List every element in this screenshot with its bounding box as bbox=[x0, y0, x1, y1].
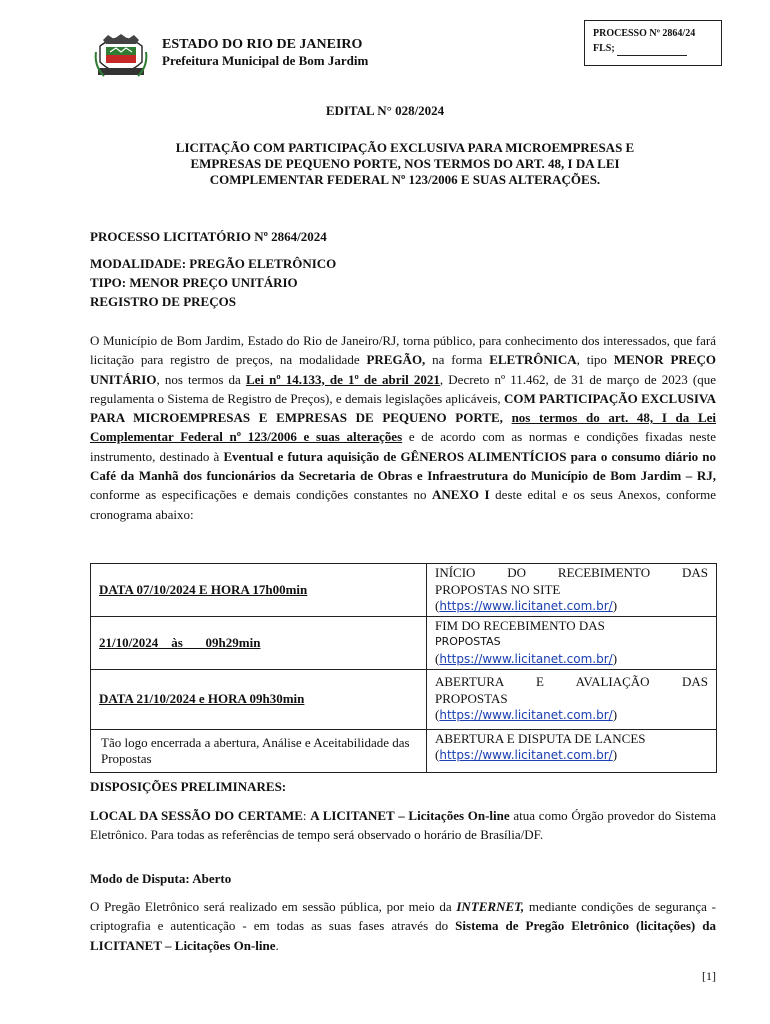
cronograma-date: 21/10/2024 às 09h29min bbox=[91, 616, 427, 669]
text-run-bold: MENOR PREÇO UNITÁRIO bbox=[90, 352, 716, 387]
event-link-line: (https://www.licitanet.com.br/) bbox=[435, 598, 618, 613]
text-run: deste edital e os seus Anexos, conforme cronograma abaixo: bbox=[90, 487, 716, 522]
event-link-line: (https://www.licitanet.com.br/) bbox=[435, 650, 618, 666]
cronograma-event bbox=[427, 729, 717, 772]
event-label: PROPOSTAS NO SITE bbox=[435, 581, 561, 597]
text-run: na forma bbox=[425, 352, 490, 368]
text-run: conforme as especificações e demais condições constantes no bbox=[90, 487, 433, 503]
page-number: [1] bbox=[702, 969, 716, 983]
edital-number: EDITAL N° 028/2024 bbox=[325, 103, 445, 118]
text-run: : bbox=[302, 808, 311, 823]
text-run-bold: PREGÃO, bbox=[366, 352, 426, 368]
event-label: ABERTURA E DISPUTA DE LANCES bbox=[435, 730, 646, 746]
anexo-i-reference: ANEXO I bbox=[432, 487, 490, 503]
municipal-seal-icon bbox=[94, 32, 148, 82]
text-run-bold: A LICITANET – Licitações On-line bbox=[310, 808, 510, 823]
disposicoes-heading: DISPOSIÇÕES PRELIMINARES: bbox=[90, 779, 287, 794]
processo-box-number: PROCESSO Nº 2864/24 bbox=[593, 28, 696, 39]
table-row bbox=[91, 616, 717, 669]
event-link-line: (https://www.licitanet.com.br/) bbox=[435, 707, 618, 723]
pregao-paragraph bbox=[90, 897, 716, 955]
text-run-bold: LOCAL DA SESSÃO DO CERTAME bbox=[90, 808, 303, 823]
processo-box-fls bbox=[593, 41, 713, 56]
licitanet-link[interactable]: https://www.licitanet.com.br/ bbox=[439, 651, 613, 666]
text-run: , Decreto nº 11.462, de 31 de março de 2023 (que regulamenta o Sistema de Registro de Preços), e demais legislações aplicáveis, bbox=[90, 371, 716, 406]
cronograma-event bbox=[427, 616, 717, 669]
table-row bbox=[91, 669, 717, 729]
text-run-bold: Eventual e futura aquisição de GÊNEROS ALIMENTÍCIOS para o consumo diário no Café da Manhã dos funcionários da Secretaria de Obras e Infraestrutura do Município de Bom Jardim – RJ, bbox=[90, 448, 716, 484]
text-run: , nos termos da bbox=[156, 371, 246, 387]
processo-licitatorio: PROCESSO LICITATÓRIO Nº 2864/2024 bbox=[90, 229, 327, 244]
text-run-bold: COM PARTICIPAÇÃO EXCLUSIVA PARA MICROEMPRESAS E EMPRESAS DE PEQUENO PORTE, bbox=[90, 390, 716, 426]
text-run: mediante condições de segurança - criptografia e autenticação - em todas as suas fases através do bbox=[90, 899, 716, 934]
subtitle-line: COMPLEMENTAR FEDERAL Nº 123/2006 E SUAS ALTERAÇÕES. bbox=[209, 172, 601, 187]
fls-label: FLS; bbox=[593, 43, 615, 54]
cronograma-date: DATA 07/10/2024 E HORA 17h00min bbox=[91, 564, 427, 617]
internet-term: INTERNET, bbox=[456, 899, 525, 914]
subtitle-line: LICITAÇÃO COM PARTICIPAÇÃO EXCLUSIVA PARA MICROEMPRESAS E bbox=[175, 140, 635, 155]
text-run bbox=[503, 410, 512, 425]
local-sessao-paragraph bbox=[90, 806, 716, 845]
cronograma-date: DATA 21/10/2024 e HORA 09h30min bbox=[91, 669, 427, 729]
event-label: ABERTURA E AVALIAÇÃO DAS bbox=[435, 674, 708, 690]
text-run: O Pregão Eletrônico será realizado em sessão pública, por meio da bbox=[90, 899, 457, 914]
licitanet-link[interactable]: https://www.licitanet.com.br/ bbox=[439, 708, 613, 723]
event-label: PROPOSTAS bbox=[435, 690, 508, 706]
event-label: INÍCIO DO RECEBIMENTO DAS bbox=[435, 565, 708, 580]
event-label: PROPOSTAS bbox=[435, 635, 501, 649]
table-row bbox=[91, 729, 717, 772]
lei-14133-reference: Lei nº 14.133, de 1º de abril 2021 bbox=[245, 371, 440, 387]
event-label: FIM DO RECEBIMENTO DAS bbox=[435, 617, 605, 633]
header-state: ESTADO DO RIO DE JANEIRO bbox=[162, 37, 363, 52]
table-row bbox=[91, 564, 717, 617]
lc-123-reference: nos termos do art. 48, I da Lei Complementar Federal nº 123/2006 e suas alterações bbox=[90, 410, 717, 445]
header-prefeitura: Prefeitura Municipal de Bom Jardim bbox=[162, 53, 369, 68]
modalidade: MODALIDADE: PREGÃO ELETRÔNICO bbox=[90, 256, 337, 271]
cronograma-event bbox=[427, 564, 717, 617]
text-run: atua como Órgão provedor do Sistema Eletrônico. Para todas as referências de tempo será observado o horário de Brasília/DF. bbox=[90, 808, 716, 843]
text-run-bold: ELETRÔNICA bbox=[489, 352, 577, 368]
licitanet-link[interactable]: https://www.licitanet.com.br/ bbox=[439, 748, 613, 762]
tipo: TIPO: MENOR PREÇO UNITÁRIO bbox=[90, 275, 298, 290]
text-run: e de acordo com as normas e condições fixadas neste instrumento, destinado à bbox=[90, 429, 716, 464]
cronograma-date: Tão logo encerrada a abertura, Análise e Aceitabilidade das Propostas bbox=[91, 729, 427, 772]
text-run: . bbox=[275, 937, 279, 953]
modo-disputa: Modo de Disputa: Aberto bbox=[90, 871, 232, 886]
registro-precos: REGISTRO DE PREÇOS bbox=[90, 294, 236, 309]
cronograma-event bbox=[427, 669, 717, 729]
text-run: , tipo bbox=[576, 352, 614, 368]
fls-blank-line bbox=[617, 46, 687, 56]
processo-box bbox=[584, 20, 722, 66]
event-link-line: (https://www.licitanet.com.br/) bbox=[435, 747, 618, 762]
edital-subtitle bbox=[100, 140, 710, 188]
subtitle-line: EMPRESAS DE PEQUENO PORTE, NOS TERMOS DO ART. 48, I DA LEI bbox=[190, 156, 620, 171]
text-run: O Município de Bom Jardim, Estado do Rio de Janeiro/RJ, torna público, para conhecimento dos interessados, que fará licitação para registro de preços, na modalidade bbox=[90, 333, 716, 368]
intro-paragraph bbox=[90, 331, 716, 524]
licitanet-link[interactable]: https://www.licitanet.com.br/ bbox=[439, 599, 613, 613]
cronograma-table bbox=[90, 563, 717, 773]
text-run-bold: Sistema de Pregão Eletrônico (licitações) da LICITANET – Licitações On-line bbox=[90, 918, 716, 953]
